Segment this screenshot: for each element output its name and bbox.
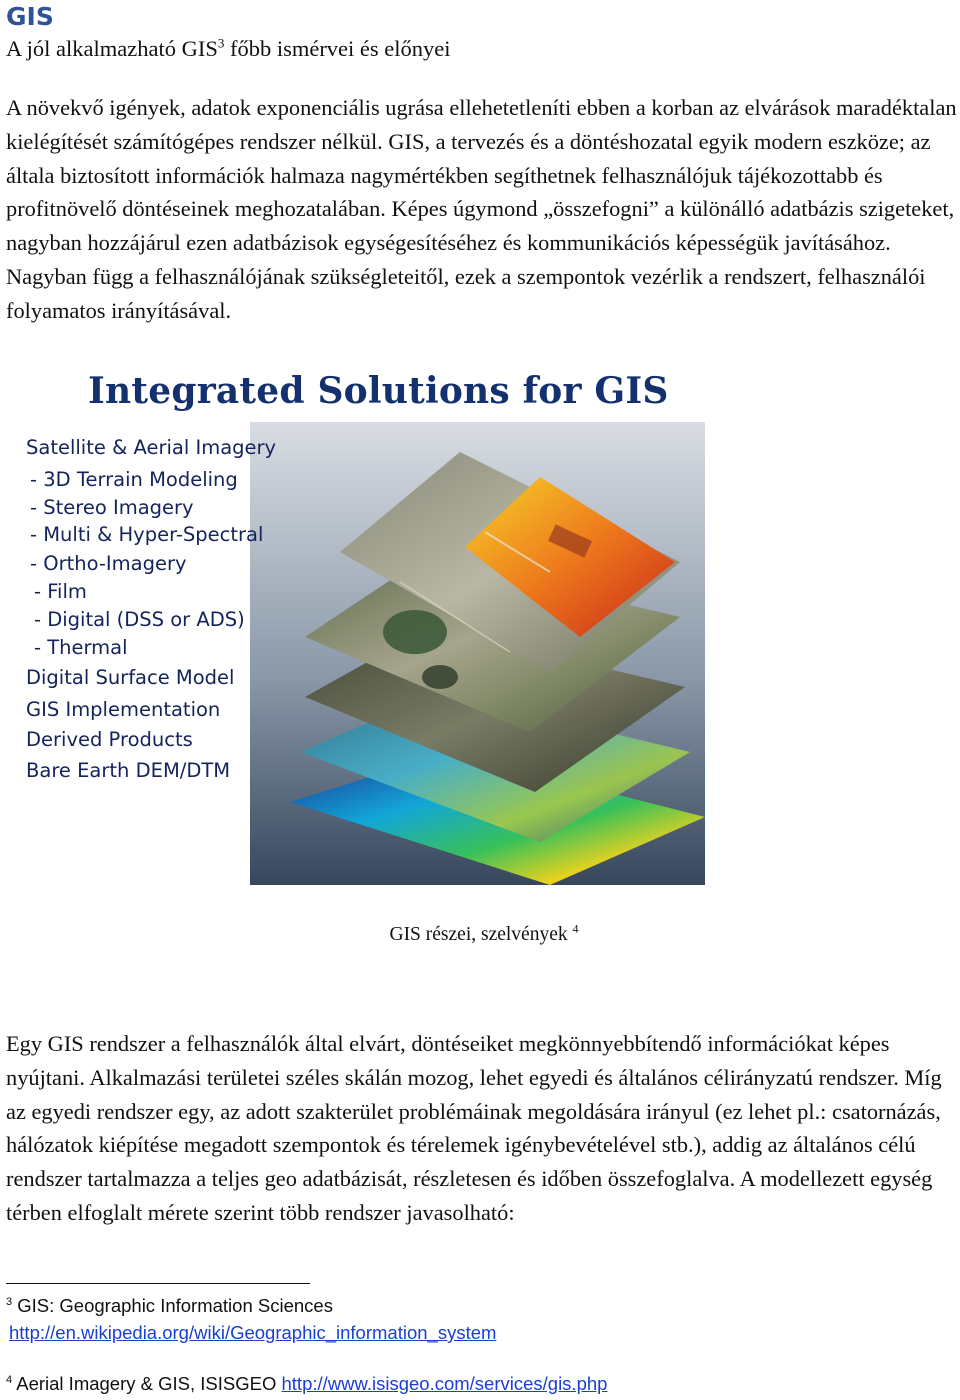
- figure-list-item: Bare Earth DEM/DTM: [26, 759, 231, 782]
- footnote-4: [6, 1373, 607, 1395]
- subtitle-text: A jól alkalmazható GIS: [6, 36, 218, 61]
- section-subtitle: [6, 36, 451, 62]
- figure-list-item: GIS Implementation: [26, 698, 221, 721]
- footnote-ref-4[interactable]: 4: [572, 921, 579, 936]
- figure-title: Integrated Solutions for GIS: [88, 370, 669, 412]
- footnote-number: 3: [6, 1295, 13, 1308]
- figure-list-item: - 3D Terrain Modeling: [30, 468, 238, 491]
- footnote-number: 4: [6, 1373, 13, 1386]
- footnote-3-link-line: [9, 1322, 496, 1344]
- figure-list-item: - Stereo Imagery: [30, 496, 194, 519]
- figure-caption: [0, 921, 960, 946]
- figure-list-item: Digital Surface Model: [26, 666, 235, 689]
- page-heading: GIS: [6, 2, 54, 31]
- footnote-text: GIS: Geographic Information Sciences: [12, 1295, 333, 1316]
- footnote-text: Aerial Imagery & GIS, ISISGEO: [12, 1373, 282, 1394]
- subtitle-text-end: főbb ismérvei és előnyei: [224, 36, 451, 61]
- figure-list-item: Satellite & Aerial Imagery: [26, 436, 277, 459]
- layered-terrain-illustration: [250, 422, 705, 885]
- footnote-ref-3[interactable]: 3: [217, 35, 225, 51]
- figure-list-item: - Thermal: [34, 636, 128, 659]
- wikipedia-link[interactable]: http://en.wikipedia.org/wiki/Geographic_information_system: [9, 1322, 497, 1343]
- caption-text: GIS részei, szelvények: [389, 924, 573, 945]
- figure-list-item: Derived Products: [26, 728, 193, 751]
- figure-list-item: - Digital (DSS or ADS): [34, 608, 245, 631]
- figure-list-item: - Multi & Hyper-Spectral: [30, 523, 264, 546]
- isisgeo-link[interactable]: http://www.isisgeo.com/services/gis.php: [281, 1373, 608, 1394]
- gis-figure: [0, 370, 705, 885]
- figure-list-item: - Film: [34, 580, 87, 603]
- intro-paragraph: A növekvő igények, adatok exponenciális ugrása ellehetetleníti ebben a korban az elvárások maradéktalan kielégítését számítógépes rendszer nélkül. GIS, a tervezés és a döntéshozatal egyik modern eszköze; az általa biztosított információk halmaza nagymértékben segíthetnek felhasználójuk tájékozottabb és profitnövelő döntéseinek meghozatalában. Képes úgymond „összefogni” a különálló adatbázis szigeteket, nagyban hozzájárul ezen adatbázisok egységesítéséhez és kommunikációs képességük javításához. Nagyban függ a felhasználójának szükségleteitől, ezek a szempontok vezérlik a rendszert, felhasználói folyamatos irányításával.: [6, 95, 957, 323]
- figure-list-item: - Ortho-Imagery: [30, 552, 187, 575]
- body-paragraph: Egy GIS rendszer a felhasználók által elvárt, döntéseiket megkönnyebbítendő információkat képes nyújtani. Alkalmazási területei széles skálán mozog, lehet egyedi és általános célirányzatú rendszer. Míg az egyedi rendszer egy, az adott szakterület problémáinak megoldására irányul (ez lehet pl.: csatornázás, hálózatok kiépítése megadott szempontok és térelemek igénybevételével stb.), addig az általános célú rendszer tartalmazza a teljes geo adatbázisát, részletesen és időben összefoglalva. A modellezett egység térben elfoglalt mérete szerint több rendszer javasolható:: [6, 1031, 942, 1225]
- footnote-separator: [6, 1283, 310, 1284]
- footnote-3: [6, 1295, 333, 1317]
